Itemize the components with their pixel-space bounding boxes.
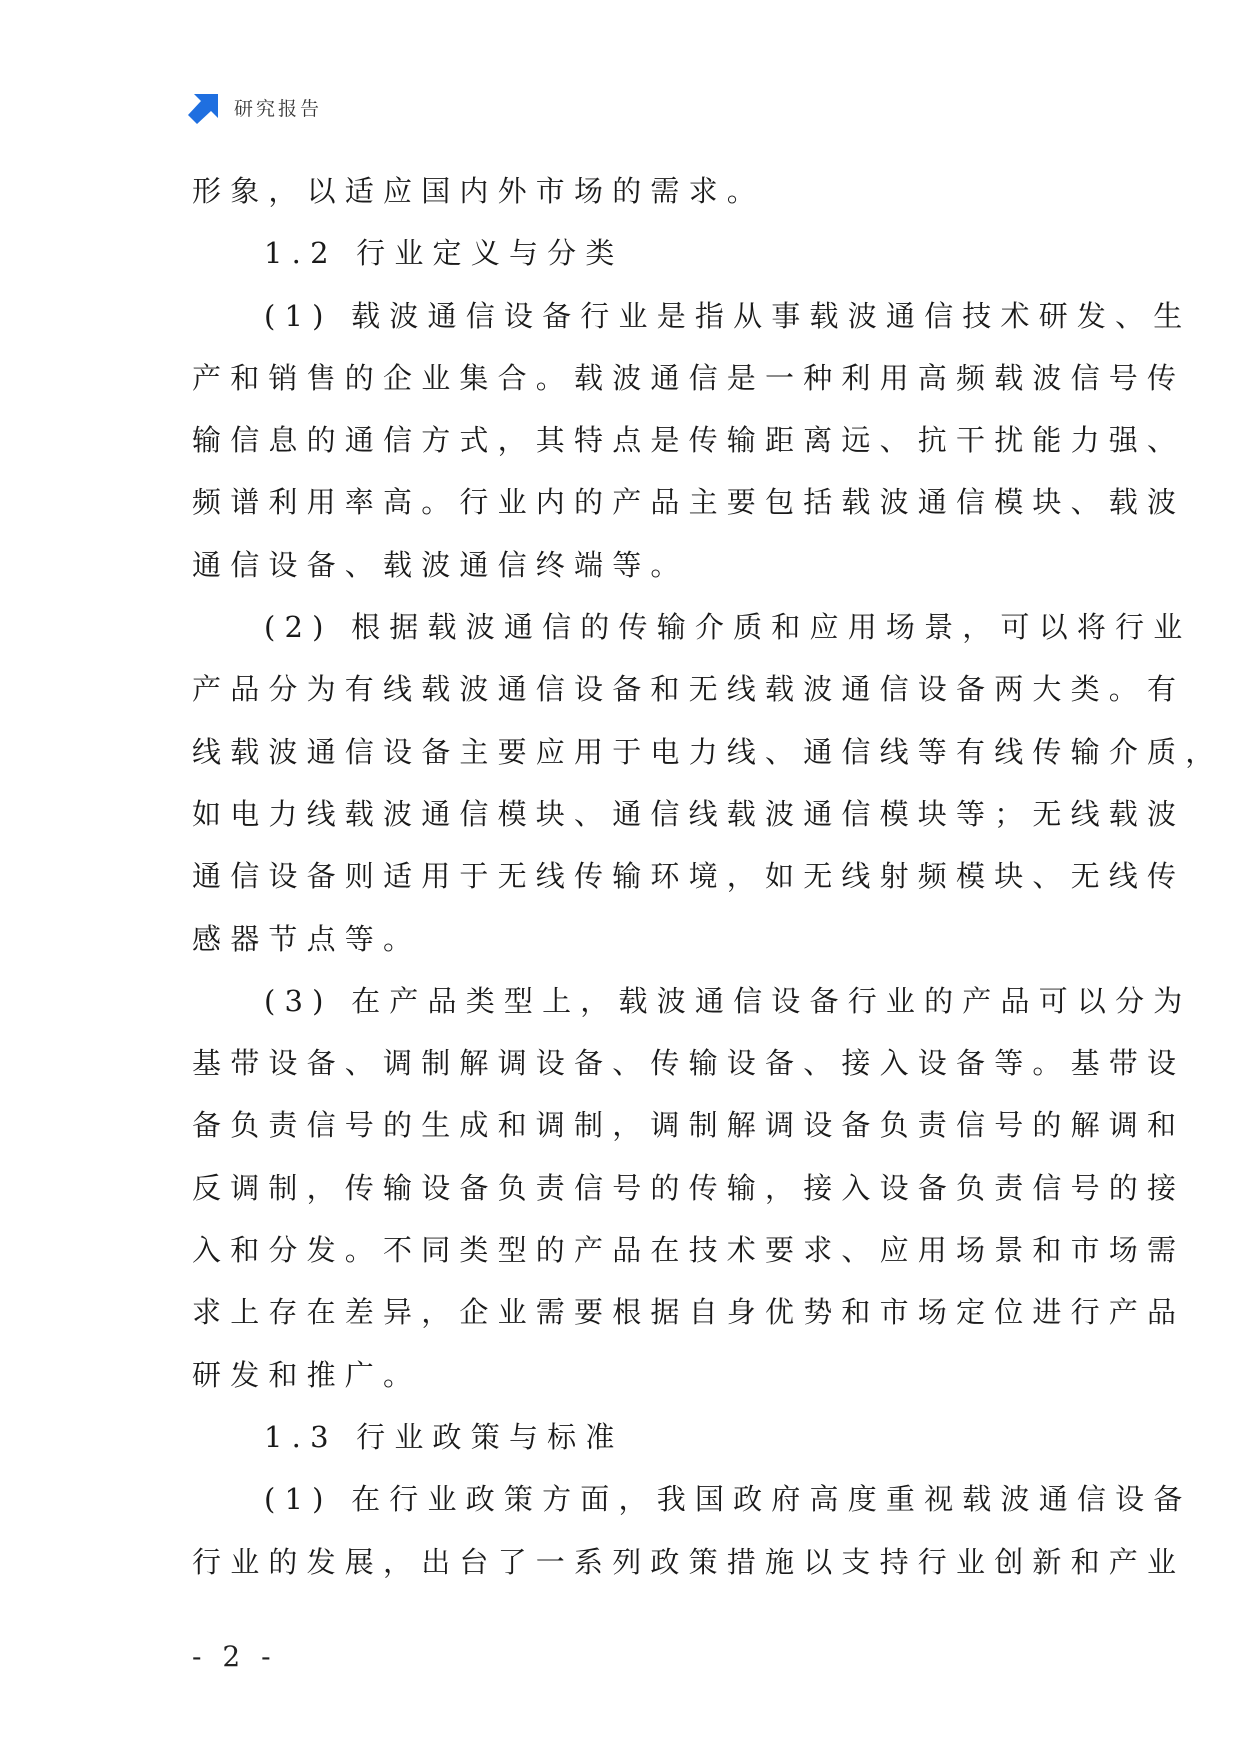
text-line: 线载波通信设备主要应用于电力线、通信线等有线传输介质， xyxy=(192,734,1224,769)
text-line: 求上存在差异，企业需要根据自身优势和市场定位进行产品 xyxy=(192,1295,1186,1330)
text-line: 行业的发展，出台了一系列政策措施以支持行业创新和产业 xyxy=(192,1544,1186,1579)
text-line: 反调制，传输设备负责信号的传输，接入设备负责信号的接 xyxy=(192,1170,1186,1205)
text-line: 产品分为有线载波通信设备和无线载波通信设备两大类。有 xyxy=(192,672,1186,707)
document-body xyxy=(192,160,1224,1593)
text-line: 基带设备、调制解调设备、传输设备、接入设备等。基带设 xyxy=(192,1046,1186,1081)
text-line: 如电力线载波通信模块、通信线载波通信模块等；无线载波 xyxy=(192,796,1186,831)
text-line: (2) 根据载波通信的传输介质和应用场景，可以将行业 xyxy=(264,610,1192,645)
text-line: 形象，以适应国内外市场的需求。 xyxy=(192,174,766,208)
text-line: 通信设备则适用于无线传输环境，如无线射频模块、无线传 xyxy=(192,859,1186,894)
text-line: 产和销售的企业集合。载波通信是一种利用高频载波信号传 xyxy=(192,360,1186,395)
text-line: (1) 载波通信设备行业是指从事载波通信技术研发、生 xyxy=(264,298,1192,333)
text-line: 入和分发。不同类型的产品在技术要求、应用场景和市场需 xyxy=(192,1233,1186,1268)
page-header xyxy=(188,90,322,124)
text-line: 输信息的通信方式，其特点是传输距离远、抗干扰能力强、 xyxy=(192,423,1186,458)
text-line: 通信设备、载波通信终端等。 xyxy=(192,547,689,582)
text-line: 研发和推广。 xyxy=(192,1357,422,1392)
header-title: 研究报告 xyxy=(234,97,323,120)
text-line: 1.3 行业政策与标准 xyxy=(264,1419,624,1454)
text-line: 1.2 行业定义与分类 xyxy=(264,236,624,271)
text-line: 频谱利用率高。行业内的产品主要包括载波通信模块、载波 xyxy=(192,485,1186,520)
text-line: 备负责信号的生成和调制，调制解调设备负责信号的解调和 xyxy=(192,1108,1186,1143)
text-line: (3) 在产品类型上，载波通信设备行业的产品可以分为 xyxy=(264,983,1192,1018)
text-line: 感器节点等。 xyxy=(192,921,422,956)
page-number: - 2 - xyxy=(192,1640,277,1673)
text-line: (1) 在行业政策方面，我国政府高度重视载波通信设备 xyxy=(264,1482,1192,1517)
arrow-up-right-icon xyxy=(188,90,222,124)
